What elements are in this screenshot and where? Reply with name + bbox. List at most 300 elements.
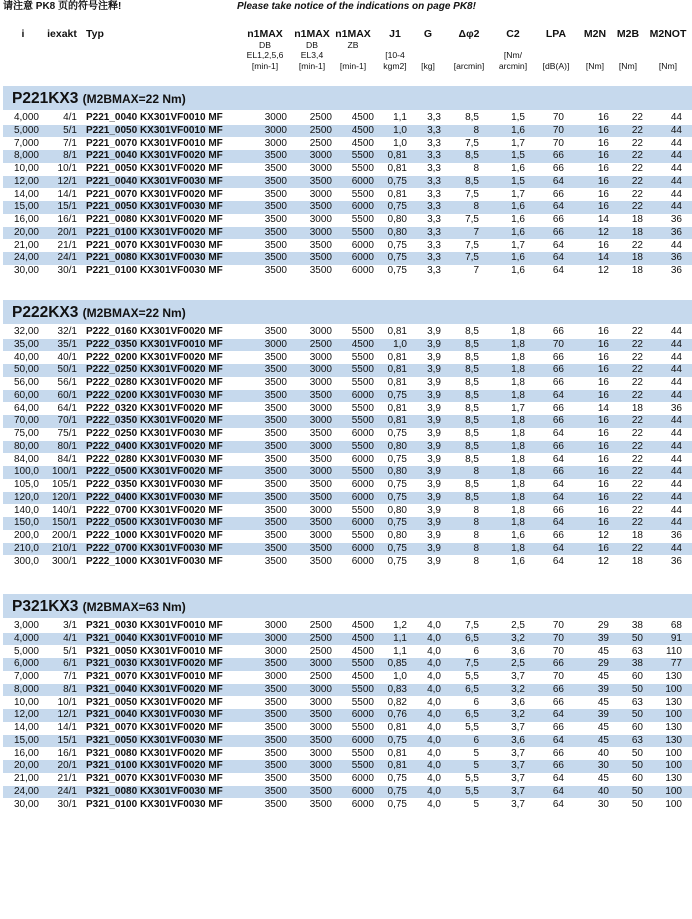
cell-ix: 20/1: [57, 226, 77, 238]
cell-i: 12,00: [13, 175, 39, 187]
cell-typ: P221_0050 KX301VF0030 MF: [86, 201, 223, 213]
cell-n1: 3500: [264, 530, 287, 541]
cell-m2b: 22: [631, 491, 643, 503]
cell-m2n: 45: [597, 671, 609, 682]
cell-lpa: 64: [552, 709, 564, 721]
cell-j1: 0,81: [387, 188, 407, 200]
cell-g: 3,9: [427, 504, 441, 516]
cell-lpa: 66: [552, 226, 564, 238]
cell-lpa: 70: [552, 338, 564, 350]
cell-n2: 3000: [309, 760, 332, 772]
table-row: [3, 240, 692, 253]
cell-g: 3,9: [427, 491, 441, 503]
cell-g: 4,0: [427, 696, 441, 708]
table-row: [3, 201, 692, 214]
cell-g: 3,3: [427, 239, 441, 251]
cell-i: 4,000: [13, 632, 39, 644]
cell-n1: 3500: [264, 214, 287, 225]
cell-lpa: 64: [552, 265, 564, 276]
cell-m2b: 18: [631, 555, 643, 567]
cell-lpa: 64: [552, 389, 564, 401]
cell-c2: 3,6: [511, 734, 525, 746]
cell-typ: P221_0070 KX301VF0010 MF: [86, 137, 223, 149]
cell-m2b: 60: [631, 671, 643, 682]
cell-i: 4,000: [13, 112, 39, 123]
cell-j1: 0,80: [387, 214, 407, 225]
cell-lpa: 64: [552, 479, 564, 490]
cell-c2: 1,8: [511, 428, 525, 439]
cell-g: 3,3: [427, 124, 441, 136]
cell-c2: 1,8: [511, 466, 525, 478]
cell-m2not: 36: [670, 530, 682, 541]
cell-g: 3,3: [427, 163, 441, 174]
cell-n2: 3500: [309, 265, 332, 276]
cell-g: 4,0: [427, 734, 441, 746]
cell-g: 3,9: [427, 479, 441, 490]
cell-c2: 3,7: [511, 760, 525, 772]
cell-n3: 6000: [351, 555, 374, 567]
table-row: [3, 364, 692, 377]
cell-g: 3,9: [427, 377, 441, 388]
cell-j1: 0,85: [387, 658, 407, 670]
cell-m2b: 22: [631, 364, 643, 376]
cell-j1: 0,81: [387, 364, 407, 376]
cell-lpa: 70: [552, 671, 564, 682]
cell-j1: 1,2: [393, 620, 407, 631]
cell-n1: 3500: [264, 747, 287, 759]
cell-m2b: 22: [631, 466, 643, 478]
table-row: [3, 176, 692, 189]
cell-i: 20,00: [13, 760, 39, 772]
cell-n2: 3000: [309, 747, 332, 759]
cell-g: 4,0: [427, 785, 441, 797]
cell-ix: 80/1: [57, 440, 77, 452]
cell-c2: 1,8: [511, 364, 525, 376]
cell-n1: 3500: [264, 517, 287, 529]
cell-dphi: 6,5: [465, 683, 479, 695]
cell-j1: 1,0: [393, 338, 407, 350]
cell-lpa: 64: [552, 201, 564, 213]
cell-m2b: 50: [631, 632, 643, 644]
cell-m2n: 16: [597, 542, 609, 554]
notice-chinese: 请注意 PK8 页的符号注释!: [3, 1, 122, 12]
cell-dphi: 8: [473, 124, 479, 136]
header-c2-line0: C2: [506, 28, 520, 40]
table-row: [3, 403, 692, 416]
cell-n2: 3000: [309, 415, 332, 427]
cell-n3: 4500: [351, 671, 374, 682]
cell-c2: 1,8: [511, 504, 525, 516]
cell-dphi: 7,5: [465, 239, 479, 251]
table-row: [3, 326, 692, 339]
cell-j1: 0,75: [387, 453, 407, 465]
cell-m2n: 16: [597, 440, 609, 452]
cell-i: 150,0: [13, 517, 39, 529]
header-m2not-line3: [Nm]: [658, 60, 678, 71]
cell-n2: 3000: [309, 163, 332, 174]
cell-m2not: 44: [670, 466, 682, 478]
cell-typ: P321_0070 KX301VF0030 MF: [86, 773, 223, 784]
cell-lpa: 64: [552, 175, 564, 187]
cell-m2n: 16: [597, 150, 609, 162]
cell-j1: 0,81: [387, 415, 407, 427]
cell-dphi: 8,5: [465, 479, 479, 490]
cell-ix: 60/1: [57, 389, 77, 401]
cell-lpa: 64: [552, 773, 564, 784]
cell-c2: 2,5: [511, 658, 525, 670]
cell-dphi: 6: [473, 734, 479, 746]
cell-m2b: 22: [631, 326, 643, 337]
table-row: [3, 441, 692, 454]
cell-c2: 1,5: [511, 150, 525, 162]
cell-m2n: 16: [597, 389, 609, 401]
cell-m2not: 44: [670, 389, 682, 401]
section-title: [12, 90, 186, 108]
cell-j1: 0,75: [387, 773, 407, 784]
cell-g: 3,3: [427, 214, 441, 225]
cell-g: 4,0: [427, 658, 441, 670]
cell-i: 60,00: [13, 389, 39, 401]
table-row: [3, 352, 692, 365]
cell-n3: 5500: [351, 415, 374, 427]
cell-m2not: 100: [665, 709, 682, 721]
cell-g: 3,9: [427, 326, 441, 337]
cell-g: 4,0: [427, 773, 441, 784]
cell-n1: 3500: [264, 734, 287, 746]
cell-n2: 3000: [309, 683, 332, 695]
cell-g: 3,3: [427, 265, 441, 276]
cell-n3: 6000: [351, 491, 374, 503]
cell-c2: 3,7: [511, 798, 525, 810]
cell-c2: 1,6: [511, 163, 525, 174]
cell-n3: 6000: [351, 773, 374, 784]
cell-ix: 14/1: [57, 722, 77, 733]
cell-dphi: 8: [473, 504, 479, 516]
cell-j1: 0,75: [387, 175, 407, 187]
cell-typ: P321_0050 KX301VF0030 MF: [86, 734, 223, 746]
cell-m2not: 44: [670, 491, 682, 503]
cell-n1: 3500: [264, 491, 287, 503]
cell-n2: 2500: [309, 137, 332, 149]
cell-m2b: 18: [631, 252, 643, 264]
cell-c2: 1,8: [511, 351, 525, 363]
cell-n3: 5500: [351, 226, 374, 238]
cell-n2: 2500: [309, 112, 332, 123]
cell-m2not: 36: [670, 402, 682, 414]
cell-lpa: 64: [552, 785, 564, 797]
cell-j1: 0,75: [387, 428, 407, 439]
cell-n2: 3500: [309, 491, 332, 503]
cell-ix: 50/1: [57, 364, 77, 376]
cell-m2b: 22: [631, 377, 643, 388]
cell-n3: 6000: [351, 239, 374, 251]
cell-dphi: 7: [473, 265, 479, 276]
table-row: [3, 530, 692, 543]
header-m2n-line0: M2N: [583, 28, 607, 40]
table-row: [3, 773, 692, 786]
cell-n3: 5500: [351, 466, 374, 478]
cell-ix: 10/1: [57, 696, 77, 708]
cell-m2n: 45: [597, 645, 609, 657]
cell-m2n: 16: [597, 326, 609, 337]
cell-dphi: 8,5: [465, 364, 479, 376]
cell-m2n: 12: [597, 265, 609, 276]
cell-g: 3,3: [427, 150, 441, 162]
cell-i: 7,000: [13, 671, 39, 682]
cell-i: 10,00: [13, 163, 39, 174]
cell-n1: 3500: [264, 709, 287, 721]
cell-typ: P321_0080 KX301VF0030 MF: [86, 785, 223, 797]
cell-m2n: 16: [597, 188, 609, 200]
cell-ix: 6/1: [63, 658, 77, 670]
cell-n2: 3000: [309, 658, 332, 670]
cell-i: 80,00: [13, 440, 39, 452]
cell-n3: 5500: [351, 214, 374, 225]
cell-m2not: 44: [670, 175, 682, 187]
cell-typ: P321_0070 KX301VF0020 MF: [86, 722, 223, 733]
cell-j1: 0,82: [387, 696, 407, 708]
cell-n3: 6000: [351, 542, 374, 554]
cell-g: 4,0: [427, 645, 441, 657]
cell-n1: 3500: [264, 658, 287, 670]
cell-n1: 3500: [264, 722, 287, 733]
cell-c2: 3,6: [511, 645, 525, 657]
cell-i: 56,00: [13, 377, 39, 388]
cell-j1: 0,75: [387, 252, 407, 264]
cell-m2b: 22: [631, 479, 643, 490]
cell-g: 3,3: [427, 112, 441, 123]
cell-j1: 0,80: [387, 466, 407, 478]
cell-ix: 12/1: [57, 709, 77, 721]
header-n1_db_2-line0: n1MAX: [294, 28, 330, 40]
cell-lpa: 66: [552, 351, 564, 363]
cell-n3: 5500: [351, 530, 374, 541]
cell-ix: 16/1: [57, 747, 77, 759]
cell-m2n: 16: [597, 137, 609, 149]
cell-m2n: 16: [597, 351, 609, 363]
cell-j1: 1,1: [393, 112, 407, 123]
cell-n3: 5500: [351, 658, 374, 670]
cell-typ: P321_0040 KX301VF0020 MF: [86, 683, 223, 695]
cell-lpa: 66: [552, 364, 564, 376]
cell-dphi: 8: [473, 466, 479, 478]
section-note: (M2BMAX=22 Nm): [82, 306, 186, 320]
cell-m2not: 44: [670, 150, 682, 162]
cell-ix: 30/1: [57, 798, 77, 810]
cell-lpa: 64: [552, 734, 564, 746]
cell-dphi: 8: [473, 517, 479, 529]
table-row: [3, 492, 692, 505]
header-m2n-line3: [Nm]: [585, 60, 605, 71]
cell-c2: 3,7: [511, 773, 525, 784]
cell-m2n: 39: [597, 632, 609, 644]
cell-lpa: 64: [552, 428, 564, 439]
cell-c2: 1,8: [511, 326, 525, 337]
cell-m2b: 22: [631, 137, 643, 149]
cell-n2: 3000: [309, 188, 332, 200]
cell-typ: P222_0250 KX301VF0020 MF: [86, 364, 223, 376]
cell-m2n: 39: [597, 683, 609, 695]
cell-m2n: 12: [597, 530, 609, 541]
cell-c2: 1,8: [511, 440, 525, 452]
cell-c2: 1,8: [511, 517, 525, 529]
cell-ix: 30/1: [57, 265, 77, 276]
cell-n2: 3500: [309, 175, 332, 187]
cell-dphi: 5,5: [465, 785, 479, 797]
cell-j1: 0,75: [387, 491, 407, 503]
cell-lpa: 64: [552, 798, 564, 810]
cell-i: 14,00: [13, 188, 39, 200]
cell-m2b: 22: [631, 239, 643, 251]
cell-dphi: 7: [473, 226, 479, 238]
cell-j1: 0,76: [387, 709, 407, 721]
cell-lpa: 70: [552, 645, 564, 657]
cell-i: 300,0: [13, 555, 39, 567]
table-row: [3, 697, 692, 710]
cell-n1: 3000: [264, 645, 287, 657]
cell-g: 4,0: [427, 760, 441, 772]
cell-j1: 0,81: [387, 747, 407, 759]
table-row: [3, 377, 692, 390]
header-j1-line2: [10-4: [385, 50, 405, 61]
cell-i: 50,00: [13, 364, 39, 376]
cell-n3: 5500: [351, 188, 374, 200]
cell-m2n: 40: [597, 785, 609, 797]
cell-n2: 3000: [309, 214, 332, 225]
cell-j1: 0,81: [387, 163, 407, 174]
cell-n1: 3500: [264, 252, 287, 264]
cell-n1: 3500: [264, 773, 287, 784]
cell-m2n: 39: [597, 709, 609, 721]
cell-ix: 5/1: [63, 124, 77, 136]
cell-m2not: 36: [670, 555, 682, 567]
cell-m2not: 77: [670, 658, 682, 670]
cell-n2: 3500: [309, 201, 332, 213]
table-row: [3, 227, 692, 240]
cell-n1: 3500: [264, 479, 287, 490]
cell-c2: 1,7: [511, 188, 525, 200]
cell-n2: 2500: [309, 645, 332, 657]
cell-n2: 3000: [309, 226, 332, 238]
cell-j1: 0,75: [387, 517, 407, 529]
cell-m2n: 29: [597, 658, 609, 670]
cell-typ: P222_0350 KX301VF0020 MF: [86, 415, 223, 427]
cell-n1: 3500: [264, 265, 287, 276]
cell-j1: 0,80: [387, 440, 407, 452]
cell-n1: 3500: [264, 364, 287, 376]
cell-c2: 1,8: [511, 415, 525, 427]
cell-c2: 3,2: [511, 709, 525, 721]
table-row: [3, 760, 692, 773]
cell-n3: 4500: [351, 137, 374, 149]
cell-dphi: 5,5: [465, 773, 479, 784]
cell-m2b: 38: [631, 620, 643, 631]
cell-n2: 3000: [309, 722, 332, 733]
table-row: [3, 454, 692, 467]
cell-c2: 1,6: [511, 265, 525, 276]
cell-m2b: 22: [631, 124, 643, 136]
header-lpa-line0: LPA: [545, 28, 567, 40]
header-m2b-line0: M2B: [616, 28, 640, 40]
cell-typ: P222_0700 KX301VF0020 MF: [86, 504, 223, 516]
cell-m2b: 22: [631, 351, 643, 363]
cell-typ: P321_0050 KX301VF0010 MF: [86, 645, 223, 657]
cell-g: 4,0: [427, 632, 441, 644]
header-n1_db_2-line3: [min-1]: [298, 60, 326, 71]
header-m2b-line3: [Nm]: [618, 60, 638, 71]
cell-n3: 6000: [351, 428, 374, 439]
cell-m2n: 30: [597, 798, 609, 810]
cell-lpa: 64: [552, 453, 564, 465]
section-header: [3, 300, 692, 324]
cell-i: 21,00: [13, 773, 39, 784]
table-row: [3, 620, 692, 633]
cell-g: 3,9: [427, 351, 441, 363]
cell-dphi: 8,5: [465, 415, 479, 427]
cell-typ: P222_0280 KX301VF0030 MF: [86, 453, 223, 465]
cell-ix: 300/1: [51, 555, 77, 567]
cell-c2: 1,8: [511, 479, 525, 490]
cell-m2n: 45: [597, 773, 609, 784]
cell-n1: 3500: [264, 226, 287, 238]
cell-ix: 20/1: [57, 760, 77, 772]
cell-m2b: 22: [631, 453, 643, 465]
cell-m2b: 50: [631, 683, 643, 695]
cell-m2n: 12: [597, 226, 609, 238]
cell-m2b: 50: [631, 785, 643, 797]
cell-i: 21,00: [13, 239, 39, 251]
cell-m2not: 100: [665, 747, 682, 759]
cell-n2: 3500: [309, 252, 332, 264]
table-row: [3, 748, 692, 761]
header-n1_db_1-line3: [min-1]: [251, 60, 279, 71]
cell-g: 3,9: [427, 530, 441, 541]
cell-lpa: 66: [552, 466, 564, 478]
cell-dphi: 8,5: [465, 491, 479, 503]
table-row: [3, 125, 692, 138]
cell-typ: P222_0400 KX301VF0030 MF: [86, 491, 223, 503]
cell-typ: P222_0400 KX301VF0020 MF: [86, 440, 223, 452]
cell-ix: 7/1: [63, 671, 77, 682]
cell-c2: 1,6: [511, 214, 525, 225]
table-row: [3, 517, 692, 530]
cell-m2not: 44: [670, 239, 682, 251]
cell-m2not: 44: [670, 163, 682, 174]
cell-i: 24,00: [13, 785, 39, 797]
cell-n1: 3500: [264, 326, 287, 337]
cell-m2not: 44: [670, 201, 682, 213]
cell-dphi: 8,5: [465, 175, 479, 187]
cell-ix: 8/1: [63, 683, 77, 695]
cell-n1: 3500: [264, 188, 287, 200]
table-row: [3, 671, 692, 684]
cell-i: 140,0: [13, 504, 39, 516]
cell-n2: 3500: [309, 479, 332, 490]
cell-n2: 3500: [309, 453, 332, 465]
cell-n1: 3500: [264, 389, 287, 401]
cell-c2: 1,5: [511, 175, 525, 187]
cell-i: 35,00: [13, 338, 39, 350]
cell-c2: 3,6: [511, 696, 525, 708]
cell-i: 30,00: [13, 265, 39, 276]
cell-typ: P222_1000 KX301VF0030 MF: [86, 555, 223, 567]
cell-n2: 3500: [309, 798, 332, 810]
cell-ix: 24/1: [57, 252, 77, 264]
cell-j1: 0,75: [387, 389, 407, 401]
header-m2not-line0: M2NOT: [649, 28, 687, 40]
cell-typ: P222_0700 KX301VF0030 MF: [86, 542, 223, 554]
cell-typ: P221_0100 KX301VF0030 MF: [86, 265, 223, 276]
